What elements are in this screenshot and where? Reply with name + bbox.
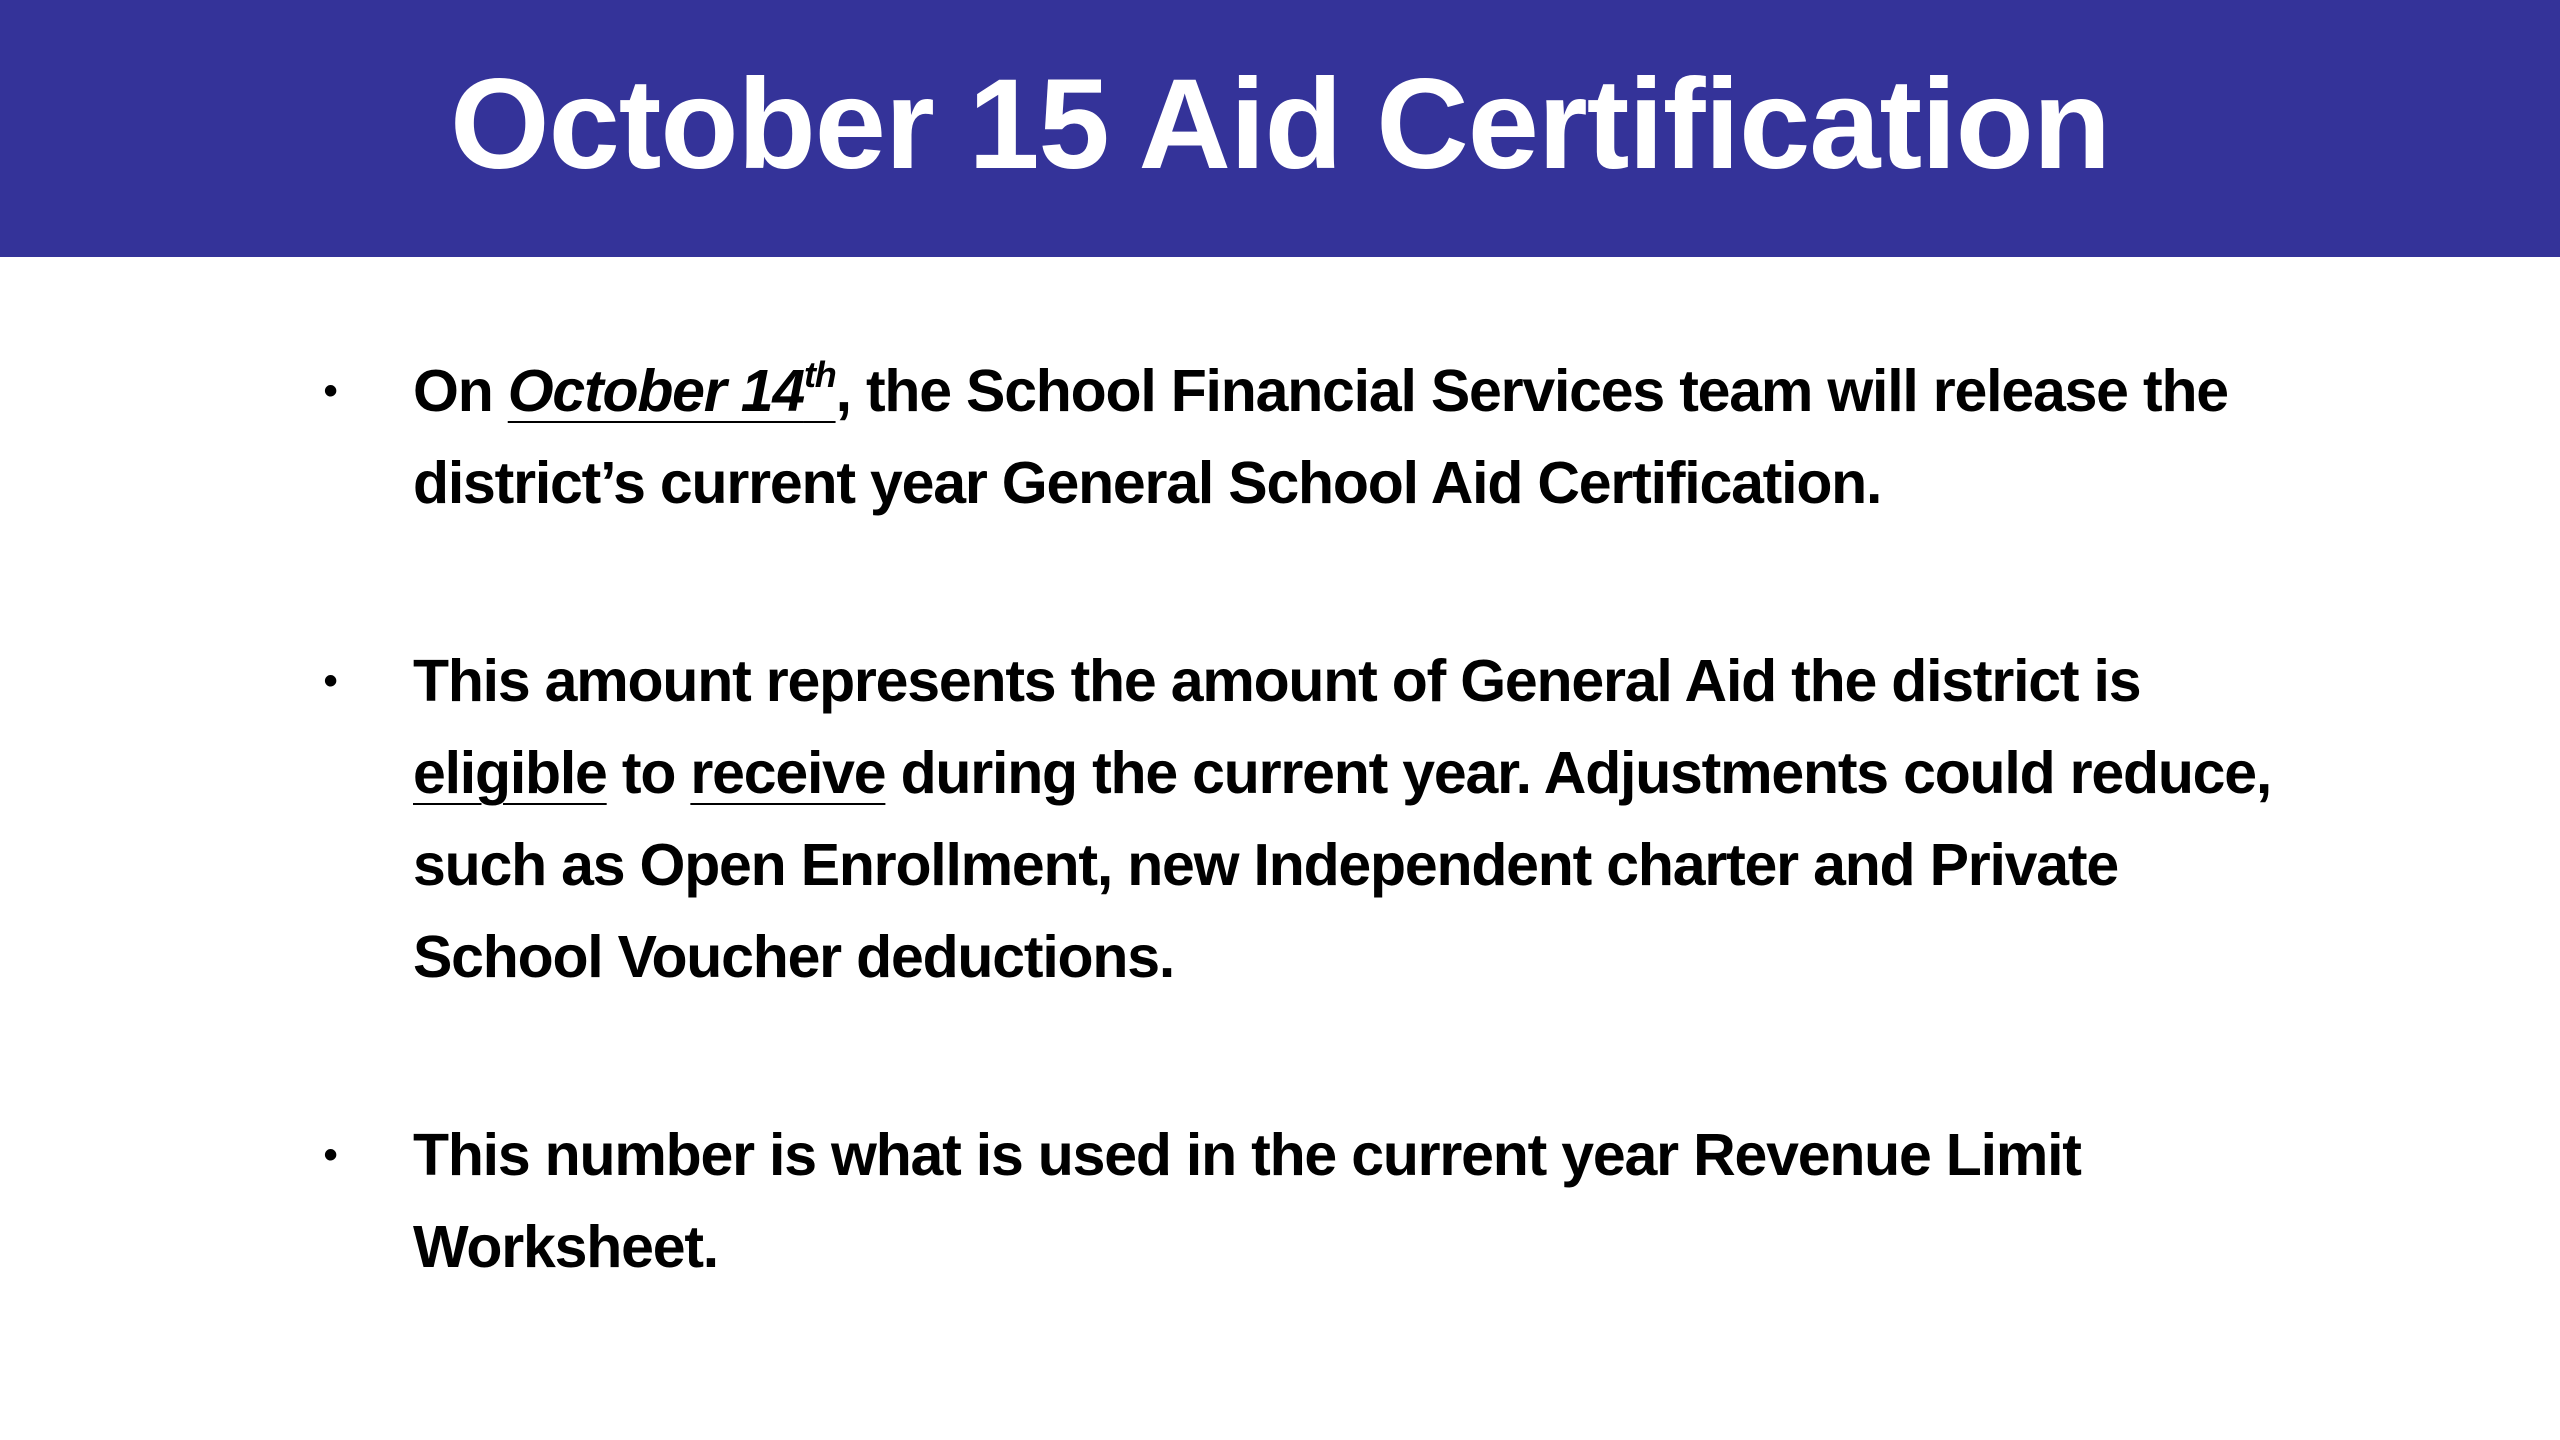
underlined-receive: receive [690,740,886,806]
bullet-dot: • [323,1133,337,1177]
bullet-1-text-start: On [413,358,508,424]
release-date [507,354,836,424]
bullet-3-text: This number is what is used in the current year Revenue Limit Worksheet. [413,1122,2081,1280]
bullet-item-3 [320,1109,2300,1293]
bullet-item-1 [320,345,2300,529]
bullet-dot: • [323,659,337,703]
slide-title: October 15 Aid Certification [450,52,2110,196]
bullet-2-text-mid: to [606,740,691,806]
title-bar [0,0,2560,257]
bullet-2-text-start: This amount represents the amount of General Aid the district is [413,648,2141,714]
release-date-suffix: th [803,354,836,395]
release-date-text: October 14 [507,358,804,424]
bullet-dot: • [323,369,337,413]
bullet-2-text-end: during the current year. Adjustments could reduce, such as Open Enrollment, new Independent charter and Private School Voucher deductions. [413,740,2272,990]
underlined-eligible: eligible [413,740,607,806]
bullet-item-2 [320,635,2300,1003]
bullet-1-text-end: , the School Financial Services team will release the district’s current year General School Aid Certification. [413,358,2228,516]
bullet-list [320,345,2300,1293]
